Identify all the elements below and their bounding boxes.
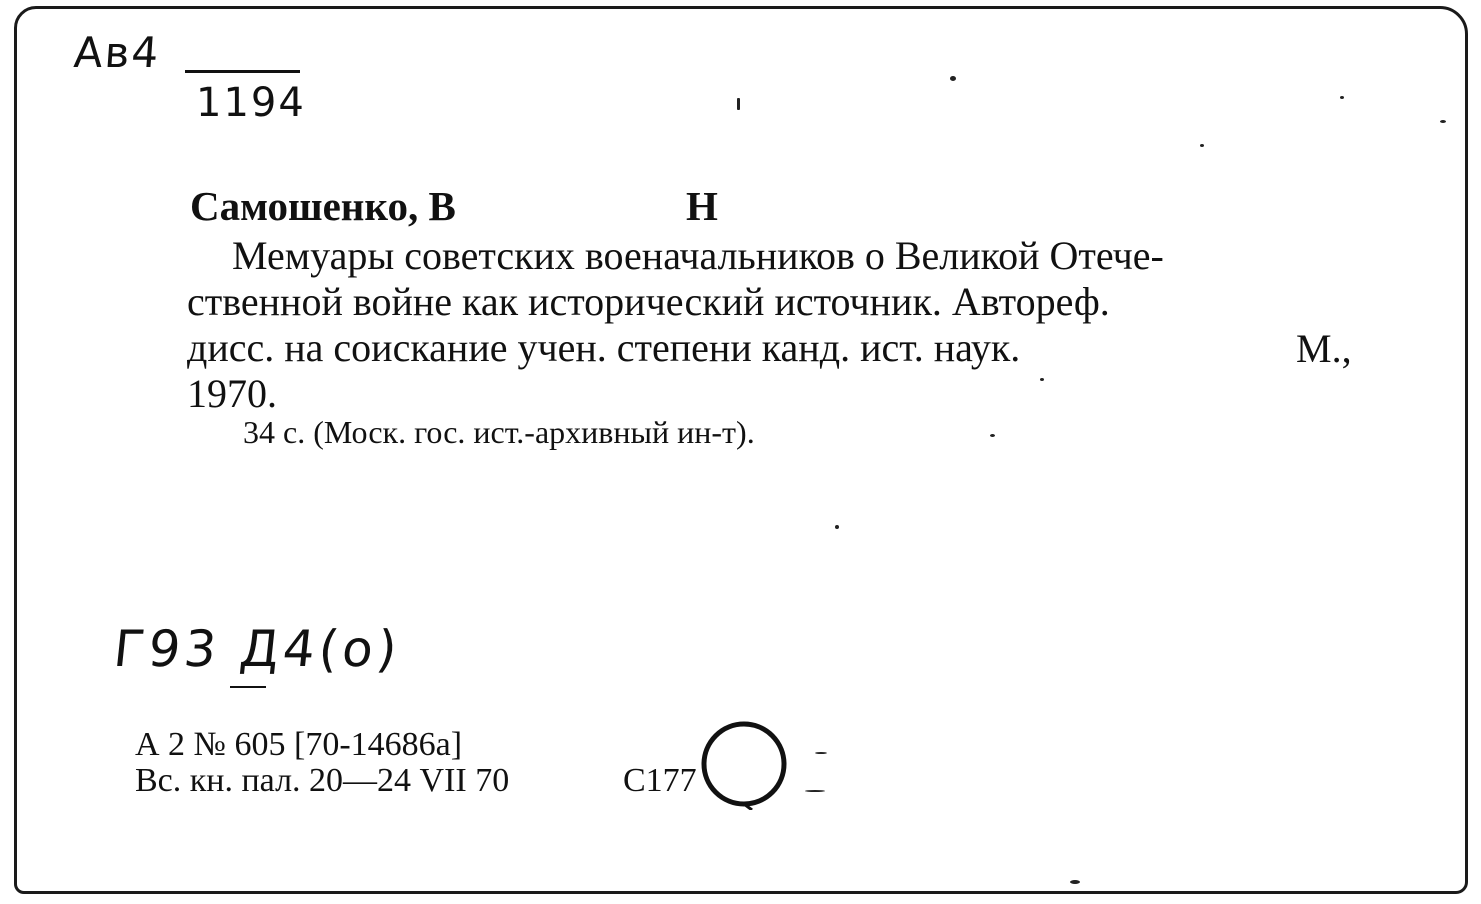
speck <box>805 790 825 792</box>
title-line-1: Мемуары советских военачальников о Великой Отече- <box>232 233 1164 278</box>
speck <box>1340 96 1344 99</box>
speck <box>1440 120 1446 123</box>
speck <box>737 98 740 110</box>
accession-line-1: А 2 № 605 [70-14686а] <box>135 726 463 763</box>
title-line-3: дисс. на соискание учен. степени канд. ист. наук. <box>187 325 1021 370</box>
speck <box>990 434 995 437</box>
accession-line-2: Вс. кн. пал. 20—24 VII 70 <box>135 762 510 799</box>
catalog-code: С177 <box>623 762 697 799</box>
speck <box>1070 880 1080 884</box>
classification-underline <box>230 686 266 688</box>
shelfmark-bottom: 1194 <box>196 80 306 126</box>
author-name: Самошенко, В <box>190 183 456 229</box>
speck <box>835 525 839 529</box>
speck <box>815 752 827 754</box>
speck <box>1200 144 1204 147</box>
publication-year: 1970. <box>187 371 277 416</box>
shelfmark-divider <box>185 70 300 73</box>
circle-stamp-icon <box>700 718 792 810</box>
publication-place: М., <box>1296 326 1352 371</box>
speck <box>950 76 956 81</box>
pagination-note: 34 с. (Моск. гос. ист.-архивный ин-т). <box>243 414 755 450</box>
speck <box>1040 378 1044 381</box>
title-line-2: ственной войне как исторический источник. Автореф. <box>187 279 1110 324</box>
classification-handwritten: Г93 Д4(о) <box>110 620 404 678</box>
author-initial: Н <box>686 183 718 229</box>
shelfmark-top: Ав4 <box>72 28 162 77</box>
